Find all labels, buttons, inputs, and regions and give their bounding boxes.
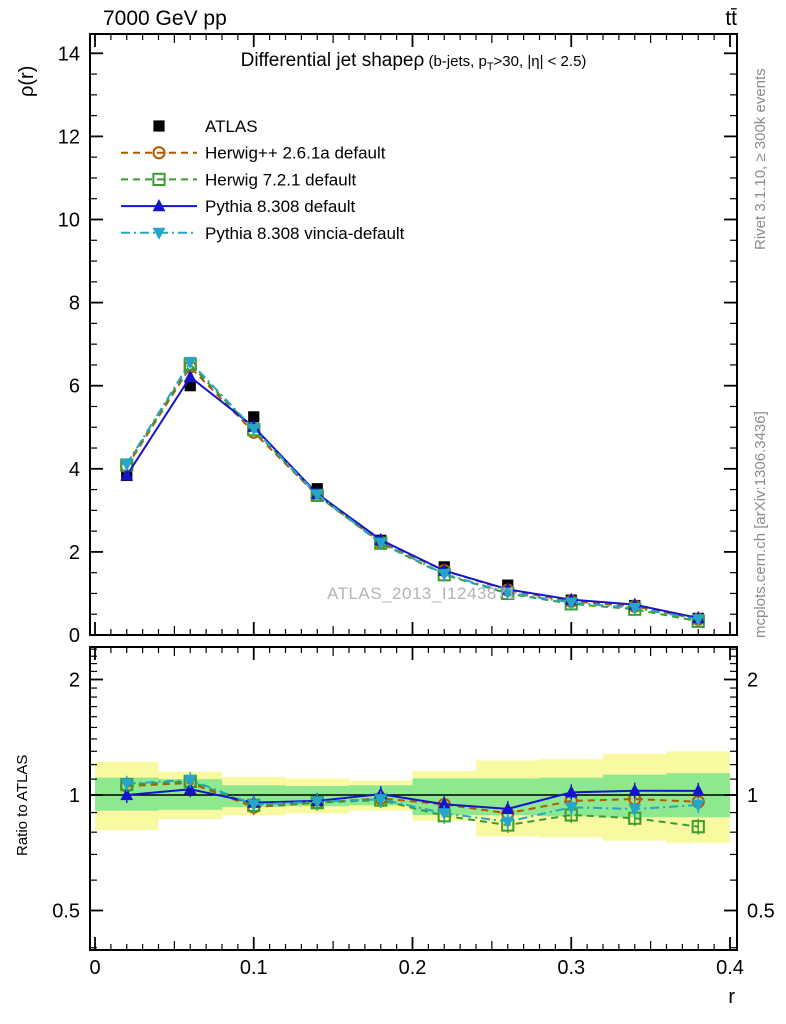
legend-label: Pythia 8.308 vincia-default [205, 223, 405, 243]
y-axis-label-main: ρ(r) [16, 65, 38, 97]
main-ytick-label: 6 [68, 375, 80, 398]
beam-energy-label: 7000 GeV pp [103, 7, 227, 30]
legend-marker-square_filled-icon [153, 120, 164, 131]
xtick-label: 0.1 [239, 957, 268, 979]
series-pythia-main-line [127, 377, 699, 618]
plot-title-cuts: (b-jets, $p_T>30$, |η| < 2.5) [424, 53, 587, 73]
ratio-ytick-label-right: 0.5 [747, 900, 775, 923]
rivet-version-note: Rivet 3.1.10, ≥ 300k events [752, 68, 769, 250]
ratio-ytick-label-left: 2 [68, 669, 80, 692]
xtick-label: 0 [89, 957, 101, 979]
series-herwigpp-main-line [127, 367, 699, 619]
main-ytick-label: 0 [68, 625, 80, 647]
process-label: tt̄ [725, 7, 737, 30]
ratio-ytick-label-left: 1 [68, 785, 80, 807]
plot-title-main: Differential jet shapeρ [240, 50, 425, 71]
ratio-ytick-label-left: 0.5 [52, 900, 80, 923]
y-axis-label-ratio: Ratio to ATLAS [14, 754, 31, 856]
analysis-id-watermark: ATLAS_2013_I1243871 [327, 584, 517, 603]
legend-label: Herwig 7.2.1 default [205, 170, 357, 190]
legend-label: Herwig++ 2.6.1a default [205, 143, 386, 163]
main-ytick-label: 12 [57, 126, 80, 149]
plot-title [90, 50, 737, 73]
subscript-T: T [486, 61, 494, 73]
xtick-label: 0.3 [557, 957, 586, 979]
main-ytick-label: 8 [68, 292, 80, 315]
legend-item-atlas [153, 117, 257, 136]
axis-tick-labels [52, 43, 775, 1008]
legend-label: Pythia 8.308 default [205, 197, 356, 217]
x-axis-label: r [728, 986, 735, 1008]
main-ytick-label: 10 [57, 209, 80, 232]
series-vincia-main-line [127, 362, 699, 619]
xtick-label: 0.4 [716, 957, 744, 979]
legend-label: ATLAS [205, 117, 258, 136]
main-ytick-label: 2 [68, 541, 80, 564]
legend-item-vincia [121, 224, 405, 243]
xtick-label: 0.2 [398, 957, 427, 979]
main-ytick-label: 14 [57, 43, 80, 66]
mcplots-reference-note: mcplots.cern.ch [arXiv:1306.3436] [752, 411, 769, 638]
ratio-ytick-label-right: 1 [747, 785, 759, 807]
series-herwig7-main-line [127, 365, 699, 622]
main-ytick-label: 4 [68, 458, 80, 481]
legend-item-herwig7 [121, 170, 356, 189]
main-plot-frame [90, 34, 737, 635]
legend-item-herwigpp [121, 144, 386, 163]
legend [121, 117, 405, 243]
legend-item-pythia [121, 197, 356, 216]
ratio-ytick-label-right: 2 [747, 669, 759, 692]
